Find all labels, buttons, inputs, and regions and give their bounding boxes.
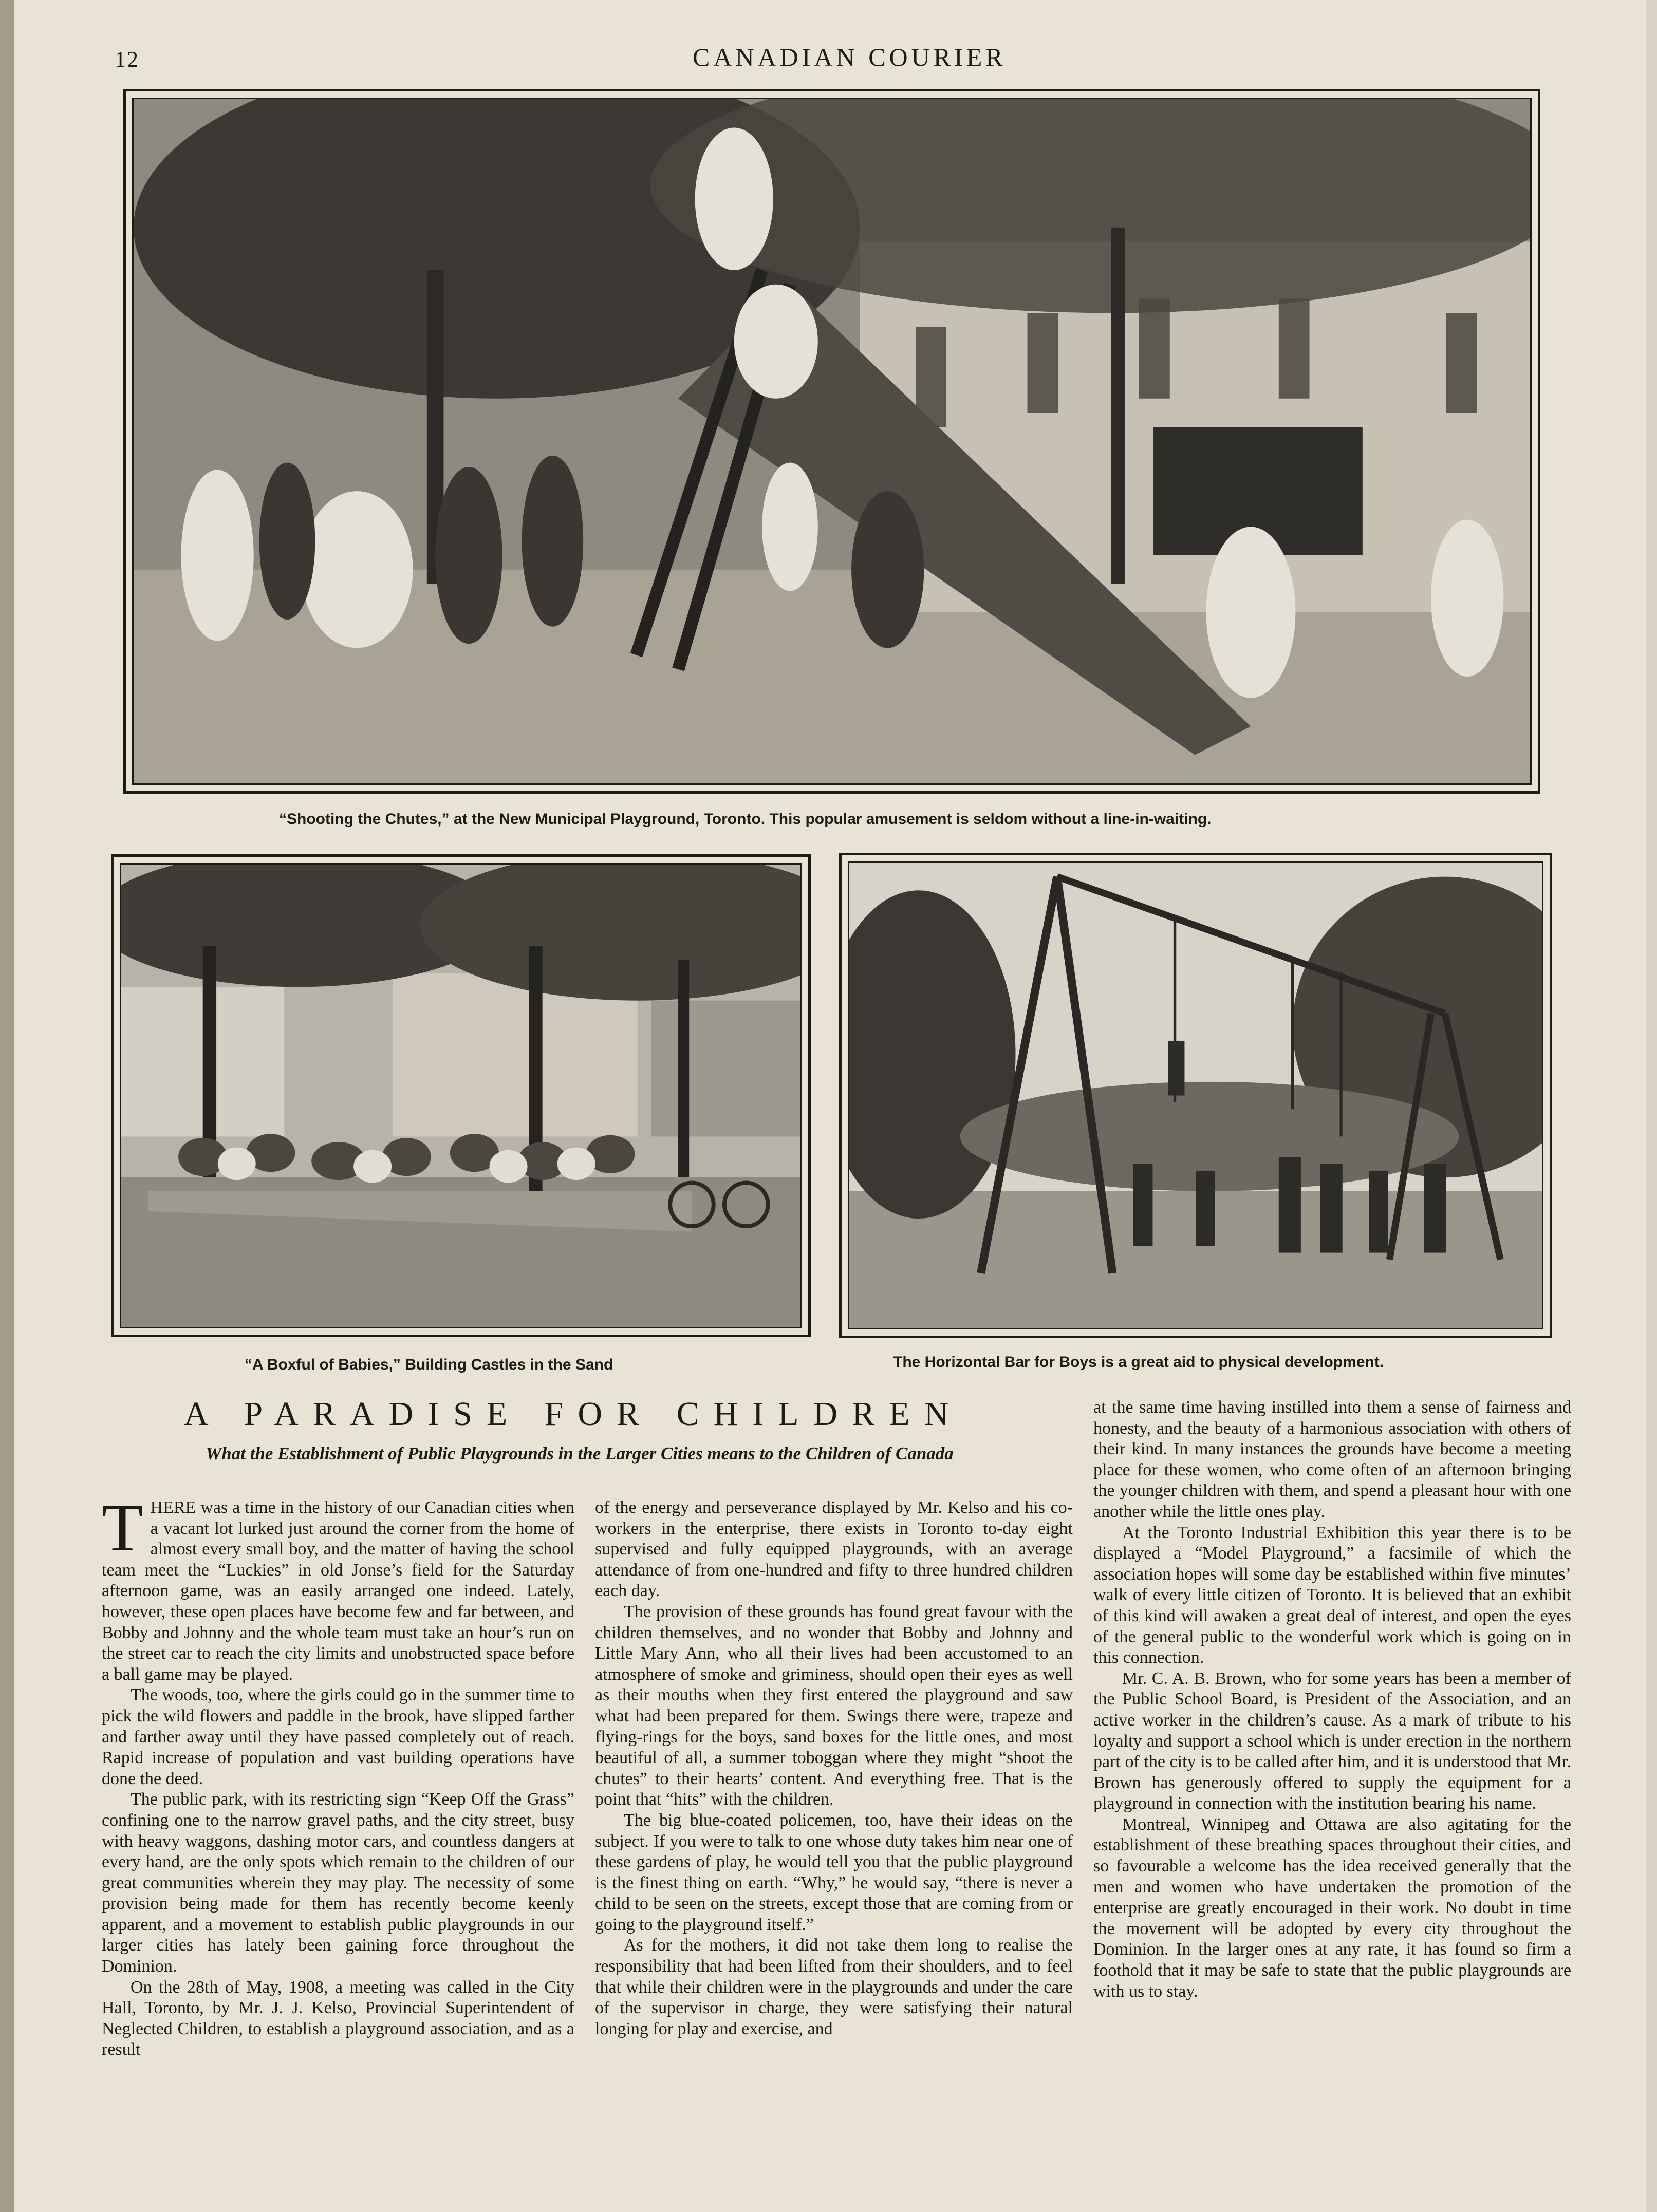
- paragraph-4: On the 28th of May, 1908, a meeting was called in the City Hall, Toronto, by Mr. J. J. Kelso, Provincial Superintendent of Neglected Children, to establish a playground association, and as a result: [102, 1977, 574, 2059]
- chute-photo: [123, 89, 1540, 794]
- paragraph-9: at the same time having instilled into them a sense of fairness and honesty, and the beauty of a harmonious association with others of their kind. In many instances the grounds have become a meeting place for these women, who come often of an afternoon bringing the younger children with them, and spend a pleasant hour with one another while the little ones play.: [1093, 1398, 1571, 1521]
- page-spine: [0, 0, 14, 2212]
- article-subtitle: What the Establishment of Public Playgrounds in the Larger Cities means to the Children of Canada: [206, 1444, 954, 1464]
- paragraph-6: The provision of these grounds has found great favour with the children themselves, and no wonder that Bobby and Johnny and Little Mary Ann, who all their lives had been accustomed to an atmosphere of smoke and griminess, should open their eyes as well as their mouths when they first entered the playground and saw what had been prepared for them. Swings there were, trapeze and flying-rings for the boys, sand boxes for the little ones, and most beautiful of all, a summer toboggan where they might “shoot the chutes” to their hearts’ content. And everything free. That is the point that “hits” with the children.: [595, 1602, 1073, 1809]
- paragraph-10: At the Toronto Industrial Exhibition this year there is to be displayed a “Model Playground,” a facsimile of which the association hopes will some day be established within five minutes’ walk of every little citizen of Toronto. It is believed that an exhibit of this kind will awaken a great deal of interest, and open the eyes of the general public to the wonderful work which is going on in this connection.: [1093, 1523, 1571, 1667]
- publication-title: CANADIAN COURIER: [693, 43, 1007, 71]
- paragraph-8: As for the mothers, it did not take them long to realise the responsibility that had been lifted from their shoulders, and to feel that while their children were in the playgrounds and under the care of the supervisor in charge, they were satisfying their natural longing for play and exercise, and: [595, 1936, 1073, 2038]
- paragraph-12: Montreal, Winnipeg and Ottawa are also agitating for the establishment of these breathing spaces throughout their cities, and so favourable a welcome has the idea received generally that the men and women who have undertaken the promotion of the enterprise are greatly encouraged in their work. No doubt in time the movement will be adopted by every city throughout the Dominion. In the larger ones at any rate, it has found so firm a foothold that it may be safe to state that the public playgrounds are with us to stay.: [1093, 1814, 1571, 2001]
- paragraph-2: The woods, too, where the girls could go in the summer time to pick the wild flowers and paddle in the brook, have slipped farther and farther away until they have passed completely out of reach. Rapid increase of population and vast building operations have done the deed.: [102, 1685, 574, 1788]
- magazine-page: [14, 0, 1646, 2212]
- paragraph-1: [102, 1490, 574, 1685]
- article-column-2: [595, 1497, 1073, 2160]
- paragraph-7: The big blue-coated policemen, too, have their ideas on the subject. If you were to talk to one whose duty takes him near one of these gardens of play, he would tell you that the public playground is the finest thing on earth. “Why,” he would say, “there is never a child to be seen on the streets, except those that are coming from or going to the playground itself.”: [595, 1810, 1073, 1934]
- horizontal-bar-caption: The Horizontal Bar for Boys is a great aid to physical development.: [893, 1354, 1384, 1371]
- paragraph-1-text: HERE was a time in the history of our Canadian cities when a vacant lot lurked just around the corner from the home of almost every small boy, and the matter of having the school team meet the “Luckies” in old Jonse’s field for the Saturday afternoon game, was an easily arranged one indeed. Lately, however, these open places have become few and far between, and Bobby and Johnny and the whole team must take an hour’s run on the street car to reach the city limits and unobstructed space before a ball game may be played.: [102, 1498, 574, 1684]
- page-number: 12: [115, 47, 139, 72]
- paragraph-5: of the energy and perseverance displayed by Mr. Kelso and his co-workers in the enterprise, there exists in Toronto to-day eight supervised and fully equipped playgrounds, with an average attendance of from one-hundred and fifty to three hundred children each day.: [595, 1498, 1073, 1601]
- sandbox-photo: [111, 854, 811, 1337]
- drop-cap: T: [102, 1490, 143, 1565]
- paragraph-11: Mr. C. A. B. Brown, who for some years has been a member of the Public School Board, is President of the Association, and an active worker in the children’s cause. As a mark of tribute to his loyalty and support a school which is under erection in the northern part of the city is to be called after him, and it is understood that Mr. Brown has generously offered to supply the equipment for a playground in connection with the institution bearing his name.: [1093, 1669, 1571, 1813]
- horizontal-bar-photo: [839, 853, 1552, 1338]
- chute-photo-image: [132, 98, 1532, 785]
- chute-caption: “Shooting the Chutes,” at the New Municipal Playground, Toronto. This popular amusement is seldom without a line-in-waiting.: [279, 811, 1212, 828]
- article-title: A PARADISE FOR CHILDREN: [184, 1395, 963, 1433]
- paragraph-3: The public park, with its restricting sign “Keep Off the Grass” confining one to the narrow gravel paths, and the city street, busy with heavy waggons, dashing motor cars, and countless dangers at every hand, are the only spots which remain to the children of our great communities wherein they may play. The necessity of some provision being made for them has recently become keenly apparent, and a movement to establish public playgrounds in our larger cities has lately been gaining force throughout the Dominion.: [102, 1790, 574, 1976]
- sandbox-caption: “A Boxful of Babies,” Building Castles in the Sand: [245, 1356, 613, 1373]
- article-column-1: [102, 1490, 574, 2160]
- sandbox-photo-image: [120, 863, 802, 1328]
- horizontal-bar-photo-image: [848, 861, 1543, 1329]
- article-column-3: [1093, 1397, 1571, 2158]
